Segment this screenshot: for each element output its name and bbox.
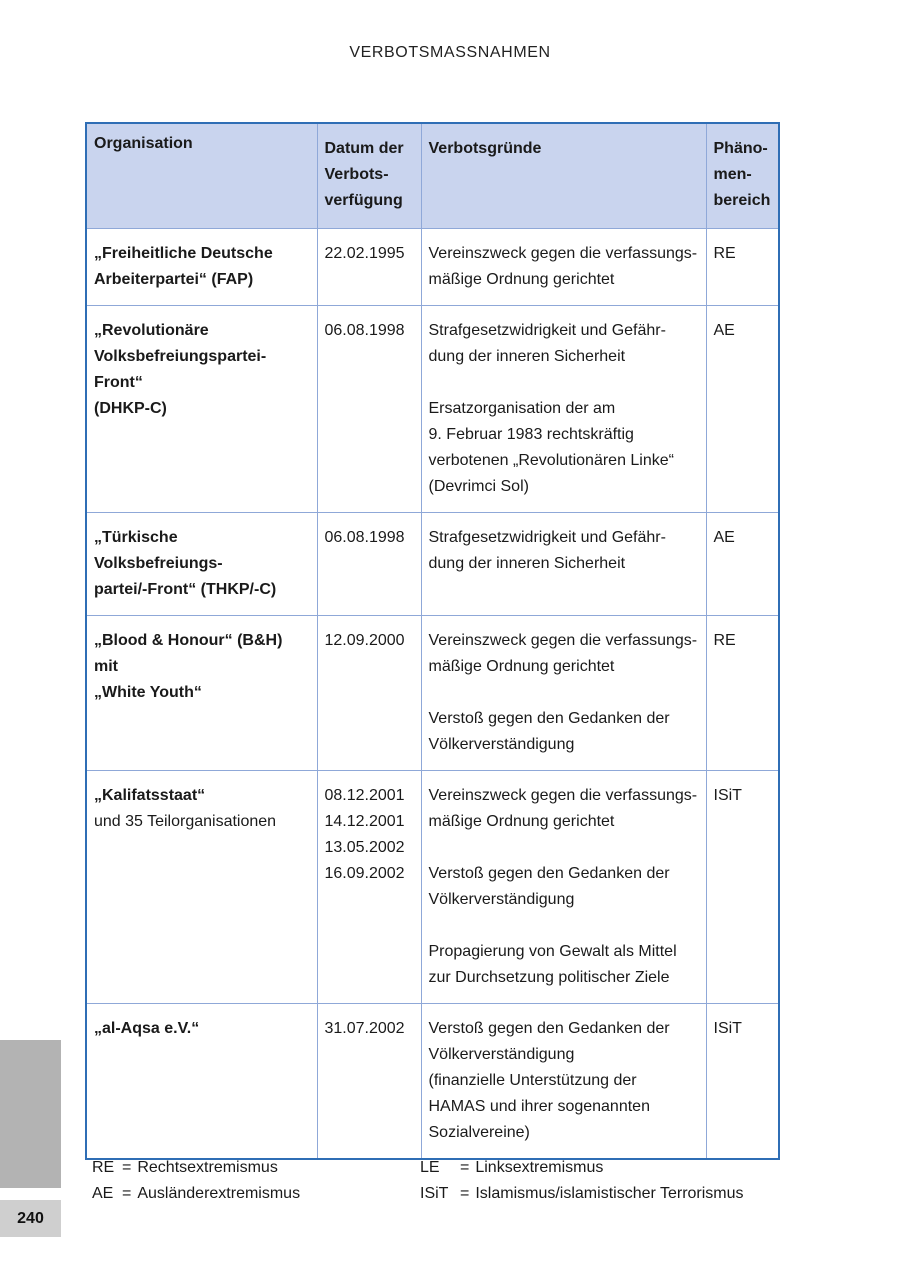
reason-line: Vereinszweck gegen die verfassungs- xyxy=(428,245,698,262)
reason-line: Strafgesetzwidrigkeit und Gefähr- xyxy=(428,322,666,339)
table-row xyxy=(86,771,779,1004)
prohibition-date: 13.05.2002 xyxy=(324,839,405,856)
reason-line: Völkerverständigung xyxy=(428,1046,575,1063)
cell-date xyxy=(317,616,421,771)
reason-line: mäßige Ordnung gerichtet xyxy=(428,813,615,830)
prohibition-date: 08.12.2001 xyxy=(324,787,405,804)
table-header-row xyxy=(86,123,779,229)
cell-organisation xyxy=(86,513,317,616)
reason-paragraph xyxy=(429,318,699,370)
running-title: VERBOTSMASSNAHMEN xyxy=(349,44,551,61)
prohibition-date: 22.02.1995 xyxy=(324,245,405,262)
column-header-area xyxy=(706,123,779,229)
reason-line: Völkerverständigung xyxy=(428,891,575,908)
reason-line: mäßige Ordnung gerichtet xyxy=(428,658,615,675)
legend-text: Ausländerextremismus xyxy=(137,1185,301,1202)
organisation-name-line: „White Youth“ xyxy=(94,684,202,701)
legend-equals: = xyxy=(122,1159,132,1176)
table-row xyxy=(86,306,779,513)
reason-paragraph xyxy=(429,241,699,293)
cell-date xyxy=(317,229,421,306)
legend-text: Rechtsextremismus xyxy=(137,1159,278,1176)
cell-reasons xyxy=(421,616,706,771)
reason-paragraph xyxy=(429,1016,699,1146)
table-row xyxy=(86,513,779,616)
cell-reasons xyxy=(421,306,706,513)
column-header-line: men- xyxy=(713,166,752,183)
legend-text: Linksextremismus xyxy=(475,1159,604,1176)
cell-reasons xyxy=(421,1004,706,1160)
organisation-subtitle: und 35 Teilorganisationen xyxy=(94,813,277,830)
column-header-line: bereich xyxy=(713,192,771,209)
table-header xyxy=(86,123,779,229)
reason-line: Vereinszweck gegen die verfassungs- xyxy=(428,632,698,649)
prohibition-date: 06.08.1998 xyxy=(324,529,405,546)
reason-line: Verstoß gegen den Gedanken der xyxy=(428,710,670,727)
reason-line: (Devrimci Sol) xyxy=(428,478,529,495)
organisation-name-line: „Kalifatsstaat“ xyxy=(94,787,206,804)
cell-organisation xyxy=(86,771,317,1004)
table-row xyxy=(86,1004,779,1160)
legend-equals: = xyxy=(460,1185,470,1202)
cell-phenomenon-area: ISiT xyxy=(706,1004,779,1160)
chapter-side-tab xyxy=(0,1040,61,1188)
table-body xyxy=(86,229,779,1160)
legend-abbr: LE xyxy=(420,1159,440,1176)
reason-line: HAMAS und ihrer sogenannten xyxy=(428,1098,650,1115)
reason-paragraph xyxy=(429,861,699,913)
column-header-line: Verbotsgründe xyxy=(428,140,542,157)
reason-line: Propagierung von Gewalt als Mittel xyxy=(428,943,677,960)
legend-item-le xyxy=(420,1155,603,1181)
legend-text: Islamismus/islamistischer Terrorismus xyxy=(475,1185,744,1202)
cell-phenomenon-area: AE xyxy=(706,306,779,513)
reason-line: Vereinszweck gegen die verfassungs- xyxy=(428,787,698,804)
legend-abbr: RE xyxy=(92,1159,115,1176)
reason-line: dung der inneren Sicherheit xyxy=(428,348,626,365)
legend-abbr: AE xyxy=(92,1185,114,1202)
prohibitions-table-container xyxy=(85,122,778,1160)
cell-date xyxy=(317,306,421,513)
organisation-name-line: (DHKP-C) xyxy=(94,400,167,417)
reason-line: Sozialvereine) xyxy=(428,1124,530,1141)
reason-line: Verstoß gegen den Gedanken der xyxy=(428,865,670,882)
cell-date xyxy=(317,771,421,1004)
prohibition-date: 12.09.2000 xyxy=(324,632,405,649)
reason-line: (finanzielle Unterstützung der xyxy=(428,1072,637,1089)
legend-abbr: ISiT xyxy=(420,1185,449,1202)
organisation-name-line: „Revolutionäre xyxy=(94,322,209,339)
organisation-name-line: partei/-Front“ (THKP/-C) xyxy=(94,581,277,598)
prohibition-date: 16.09.2002 xyxy=(324,865,405,882)
reason-paragraph xyxy=(429,525,699,577)
prohibition-date: 31.07.2002 xyxy=(324,1020,405,1037)
cell-date xyxy=(317,1004,421,1160)
prohibition-date: 06.08.1998 xyxy=(324,322,405,339)
cell-phenomenon-area: AE xyxy=(706,513,779,616)
legend-item-isit xyxy=(420,1181,744,1207)
legend-item-ae xyxy=(92,1181,300,1207)
legend-equals: = xyxy=(460,1159,470,1176)
column-header-date xyxy=(317,123,421,229)
cell-organisation xyxy=(86,1004,317,1160)
legend-item-re xyxy=(92,1155,278,1181)
reason-line: Völkerverständigung xyxy=(428,736,575,753)
legend-equals: = xyxy=(122,1185,132,1202)
cell-reasons xyxy=(421,513,706,616)
reason-line: Ersatzorganisation der am xyxy=(428,400,616,417)
cell-reasons xyxy=(421,771,706,1004)
cell-organisation xyxy=(86,616,317,771)
column-header-reasons xyxy=(421,123,706,229)
reason-line: Strafgesetzwidrigkeit und Gefähr- xyxy=(428,529,666,546)
cell-date xyxy=(317,513,421,616)
cell-phenomenon-area: RE xyxy=(706,616,779,771)
reason-paragraph xyxy=(429,706,699,758)
column-header-line: Verbots- xyxy=(324,166,389,183)
cell-phenomenon-area: RE xyxy=(706,229,779,306)
prohibition-date: 14.12.2001 xyxy=(324,813,405,830)
reason-line: zur Durchsetzung politischer Ziele xyxy=(428,969,670,986)
organisation-name-line: Volksbefreiungspartei-Front“ xyxy=(94,348,267,391)
column-header-organisation xyxy=(86,123,317,229)
reason-paragraph xyxy=(429,628,699,680)
cell-reasons xyxy=(421,229,706,306)
organisation-name-line: „Freiheitliche Deutsche xyxy=(94,245,273,262)
table-row xyxy=(86,229,779,306)
organisation-name-line: „al-Aqsa e.V.“ xyxy=(94,1020,200,1037)
page-number: 240 xyxy=(0,1200,61,1237)
reason-paragraph xyxy=(429,783,699,835)
reason-paragraph xyxy=(429,396,699,500)
cell-organisation xyxy=(86,306,317,513)
column-header-line: Datum der xyxy=(324,140,404,157)
reason-line: dung der inneren Sicherheit xyxy=(428,555,626,572)
reason-paragraph xyxy=(429,939,699,991)
column-header-line: verfügung xyxy=(324,192,403,209)
cell-phenomenon-area: ISiT xyxy=(706,771,779,1004)
column-header-line: Phäno- xyxy=(713,140,768,157)
column-header-line: Organisation xyxy=(94,135,193,152)
prohibitions-table xyxy=(85,122,780,1160)
table-row xyxy=(86,616,779,771)
organisation-name-line: „Türkische Volksbefreiungs- xyxy=(94,529,223,572)
reason-line: Verstoß gegen den Gedanken der xyxy=(428,1020,670,1037)
reason-line: 9. Februar 1983 rechtskräftig xyxy=(428,426,634,443)
reason-line: verbotenen „Revolutionären Linke“ xyxy=(428,452,674,469)
organisation-name-line: Arbeiterpartei“ (FAP) xyxy=(94,271,254,288)
cell-organisation xyxy=(86,229,317,306)
organisation-name-line: „Blood & Honour“ (B&H) mit xyxy=(94,632,283,675)
reason-line: mäßige Ordnung gerichtet xyxy=(428,271,615,288)
